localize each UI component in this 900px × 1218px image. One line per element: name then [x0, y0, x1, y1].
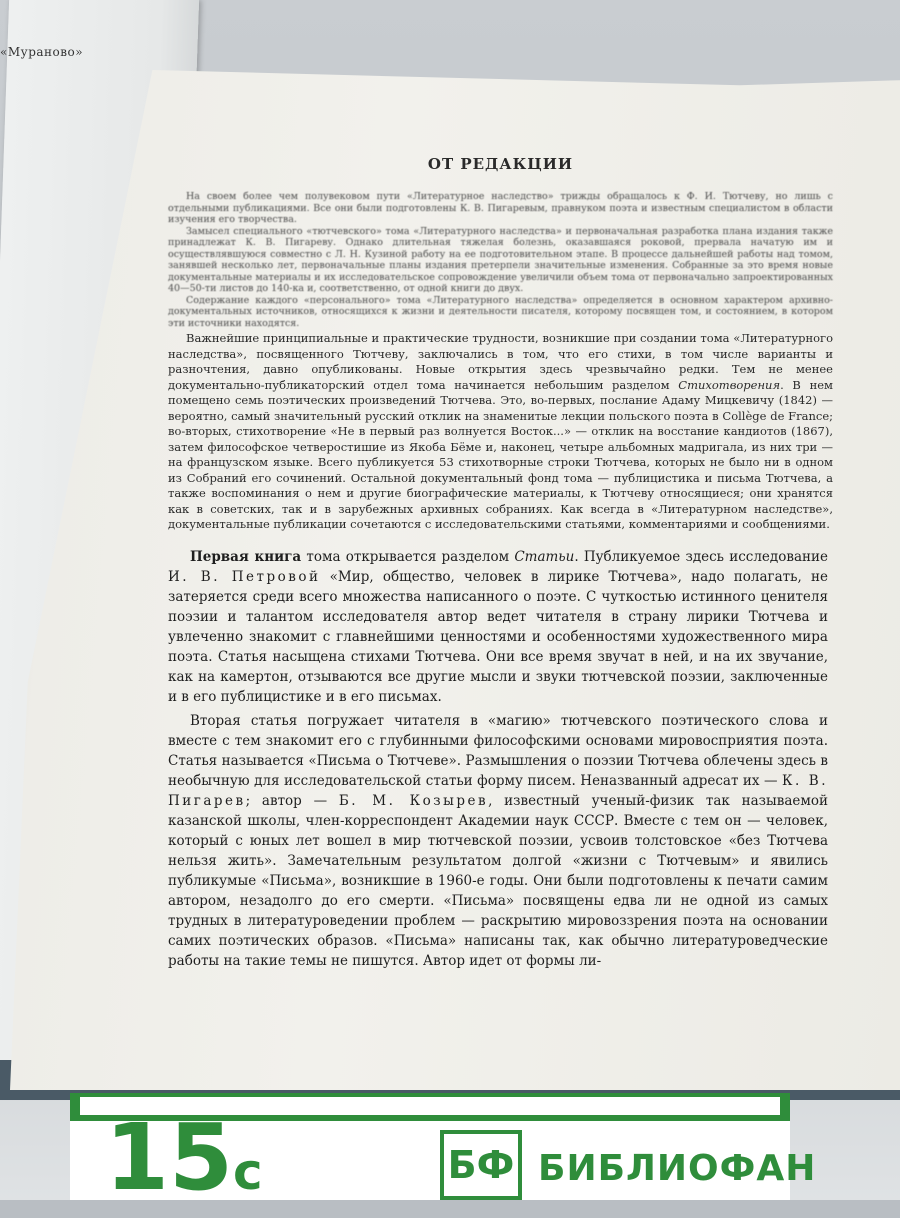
mid-text-b: . В нем помещено семь поэтических произведений Тютчева. Это, во-первых, послание Адаму Мицкевичу (1842) — вероятно, самый значительный русский отклик на знаменитые лекции польского поэта в Collège de France; во-вторых, стихотворение «Не в первый раз волнуется Восток...» — отклик на восстание кандиотов (1867), затем философское четверостишие из Якоба Бёме и, наконец, четыре альбомных мадригала, из них три — на французском языке. Всего публикуется 53 стихотворные строки Тютчева, которых не было ни в одном из Собраний его сочинений. Остальной документальный фонд тома — публицистика и письма Тютчева, а также воспоминания о нем и другие биографические материалы, к Тютчеву относящиеся; они хранятся как в советских, так и в зарубежных архивных собраниях. Как всегда в «Литературном наследстве», документальные публикации сочетаются с исследовательскими статьями, комментариями и сообщениями.	[168, 377, 833, 531]
price-label	[105, 1104, 263, 1218]
p2-a: тома открывается разделом	[301, 548, 515, 565]
mid-paragraph	[168, 331, 833, 533]
mid-section	[168, 331, 833, 533]
p3-addressee: К. В. Пигарев	[168, 772, 828, 809]
p3-b: ; автор —	[245, 792, 339, 809]
p3-a: Вторая статья погружает читателя в «магию» тютчевского поэтического слова и вместе с тем знакомит его с глубинными философскими основами мировосприятия поэта. Статья называется «Письма о Тютчеве». Размышления о поэзии Тютчева облечены здесь в необычную для исследовательской статьи форму писем. Неназванный адресат их —	[168, 712, 828, 789]
page-text-block	[168, 155, 833, 975]
body-paragraph-second-article	[168, 711, 828, 971]
brand-logo-letters: БФ	[447, 1143, 515, 1187]
page-heading: ОТ РЕДАКЦИИ	[427, 155, 574, 173]
main-section	[168, 547, 828, 971]
intro-paragraph: Содержание каждого «персонального» тома «Литературного наследства» определяется в основном характером архивно-документальных источников, относящихся к жизни и деятельности писателя, которому посвящен том, и состоянием, в котором эти источники находятся.	[168, 294, 833, 329]
price-value: 15	[105, 1104, 234, 1211]
p2-author: И. В. Петровой	[168, 568, 321, 585]
p2-c: «Мир, общество, человек в лирике Тютчева», надо полагать, не затеряется среди всего множества написанного о поэте. С чуткостью истинного ценителя поэзии и талантом исследователя автор ведет читателя в страну лирики Тютчева и увлеченно знакомит с главнейшими ценностями и особенностями художественного мира поэта. Статья насыщена стихами Тютчева. Они все время звучат в ней, и на их звучание, как на камертон, отзываются все другие мысли и звуки тютчевской поэзии, заключенные и в его публицистике и в его письмах.	[168, 568, 828, 705]
price-suffix: с	[233, 1143, 263, 1201]
brand-name: БИБЛИОФАН	[538, 1148, 817, 1189]
p3-author: Б. М. Козырев	[338, 792, 489, 809]
p3-c: , известный ученый-физик так называемой казанской школы, член-корреспондент Академии наук СССР. Вместе с тем он — человек, который с юных лет вошел в мир тютчевской поэзии, усвоив толстовское «без Тютчева нельзя жить». Замечательным результатом долгой «жизни с Тютчевым» и явились публикумые «Письма», возникшие в 1960-е годы. Они были подготовлены к печати самим автором, незадолго до его смерти. «Письма» посвящены едва ли не одной из самых трудных в литературоведении проблем — раскрытию мировоззрения поэта на основании самих поэтических образов. «Письма» написаны так, как обычно литературоведческие работы на такие темы не пишутся. Автор идет от формы ли-	[168, 792, 828, 969]
mid-text-a: Важнейшие принципиальные и практические трудности, возникшие при создании тома «Литературного наследства», посвященного Тютчеву, заключались в том, что его стихи, в том числе варианты и разночтения, давно опубликованы. Новые открытия здесь чрезвычайно редки. Тем не менее документально-публикаторский отдел тома начинается небольшим разделом	[168, 331, 833, 392]
first-book-lead: Первая книга	[190, 548, 302, 565]
intro-paragraph: Замысел специального «тютчевского» тома «Литературного наследства» и первоначальная разработка плана издания также принадлежат К. В. Пигареву. Однако длительная тяжелая болезнь, оказавшаяся роковой, прервала начатую им и осуществлявшуюся совместно с Л. Н. Кузиной работу на ее подготовительном этапе. В процессе дальнейшей работы над томом, занявшей несколько лет, первоначальные планы издания претерпели значительные изменения. Собранные за это время новые документальные материалы и их исследовательское сопровождение увеличили объем тома от первоначально запроектированных 40—50-ти листов до 140-ка и, соответственно, от одной книги до двух.	[168, 225, 833, 294]
body-paragraph-first-book	[168, 547, 828, 707]
brand-logo-icon	[440, 1130, 522, 1200]
p2-b: . Публикуемое здесь исследование	[574, 548, 828, 565]
mid-emphasis: Стихотворения	[678, 377, 781, 392]
p2-emphasis: Статьи	[514, 548, 575, 565]
intro-section	[168, 191, 833, 329]
intro-paragraph: На своем более чем полувековом пути «Литературное наследство» трижды обращалось к Ф. И. Тютчеву, но лишь с отдельными публикациями. Все они были подготовлены К. В. Пигаревым, правнуком поэта и известным специалистом в области изучения его творчества.	[168, 191, 833, 225]
left-page-running-title: «Мураново»	[0, 45, 84, 59]
